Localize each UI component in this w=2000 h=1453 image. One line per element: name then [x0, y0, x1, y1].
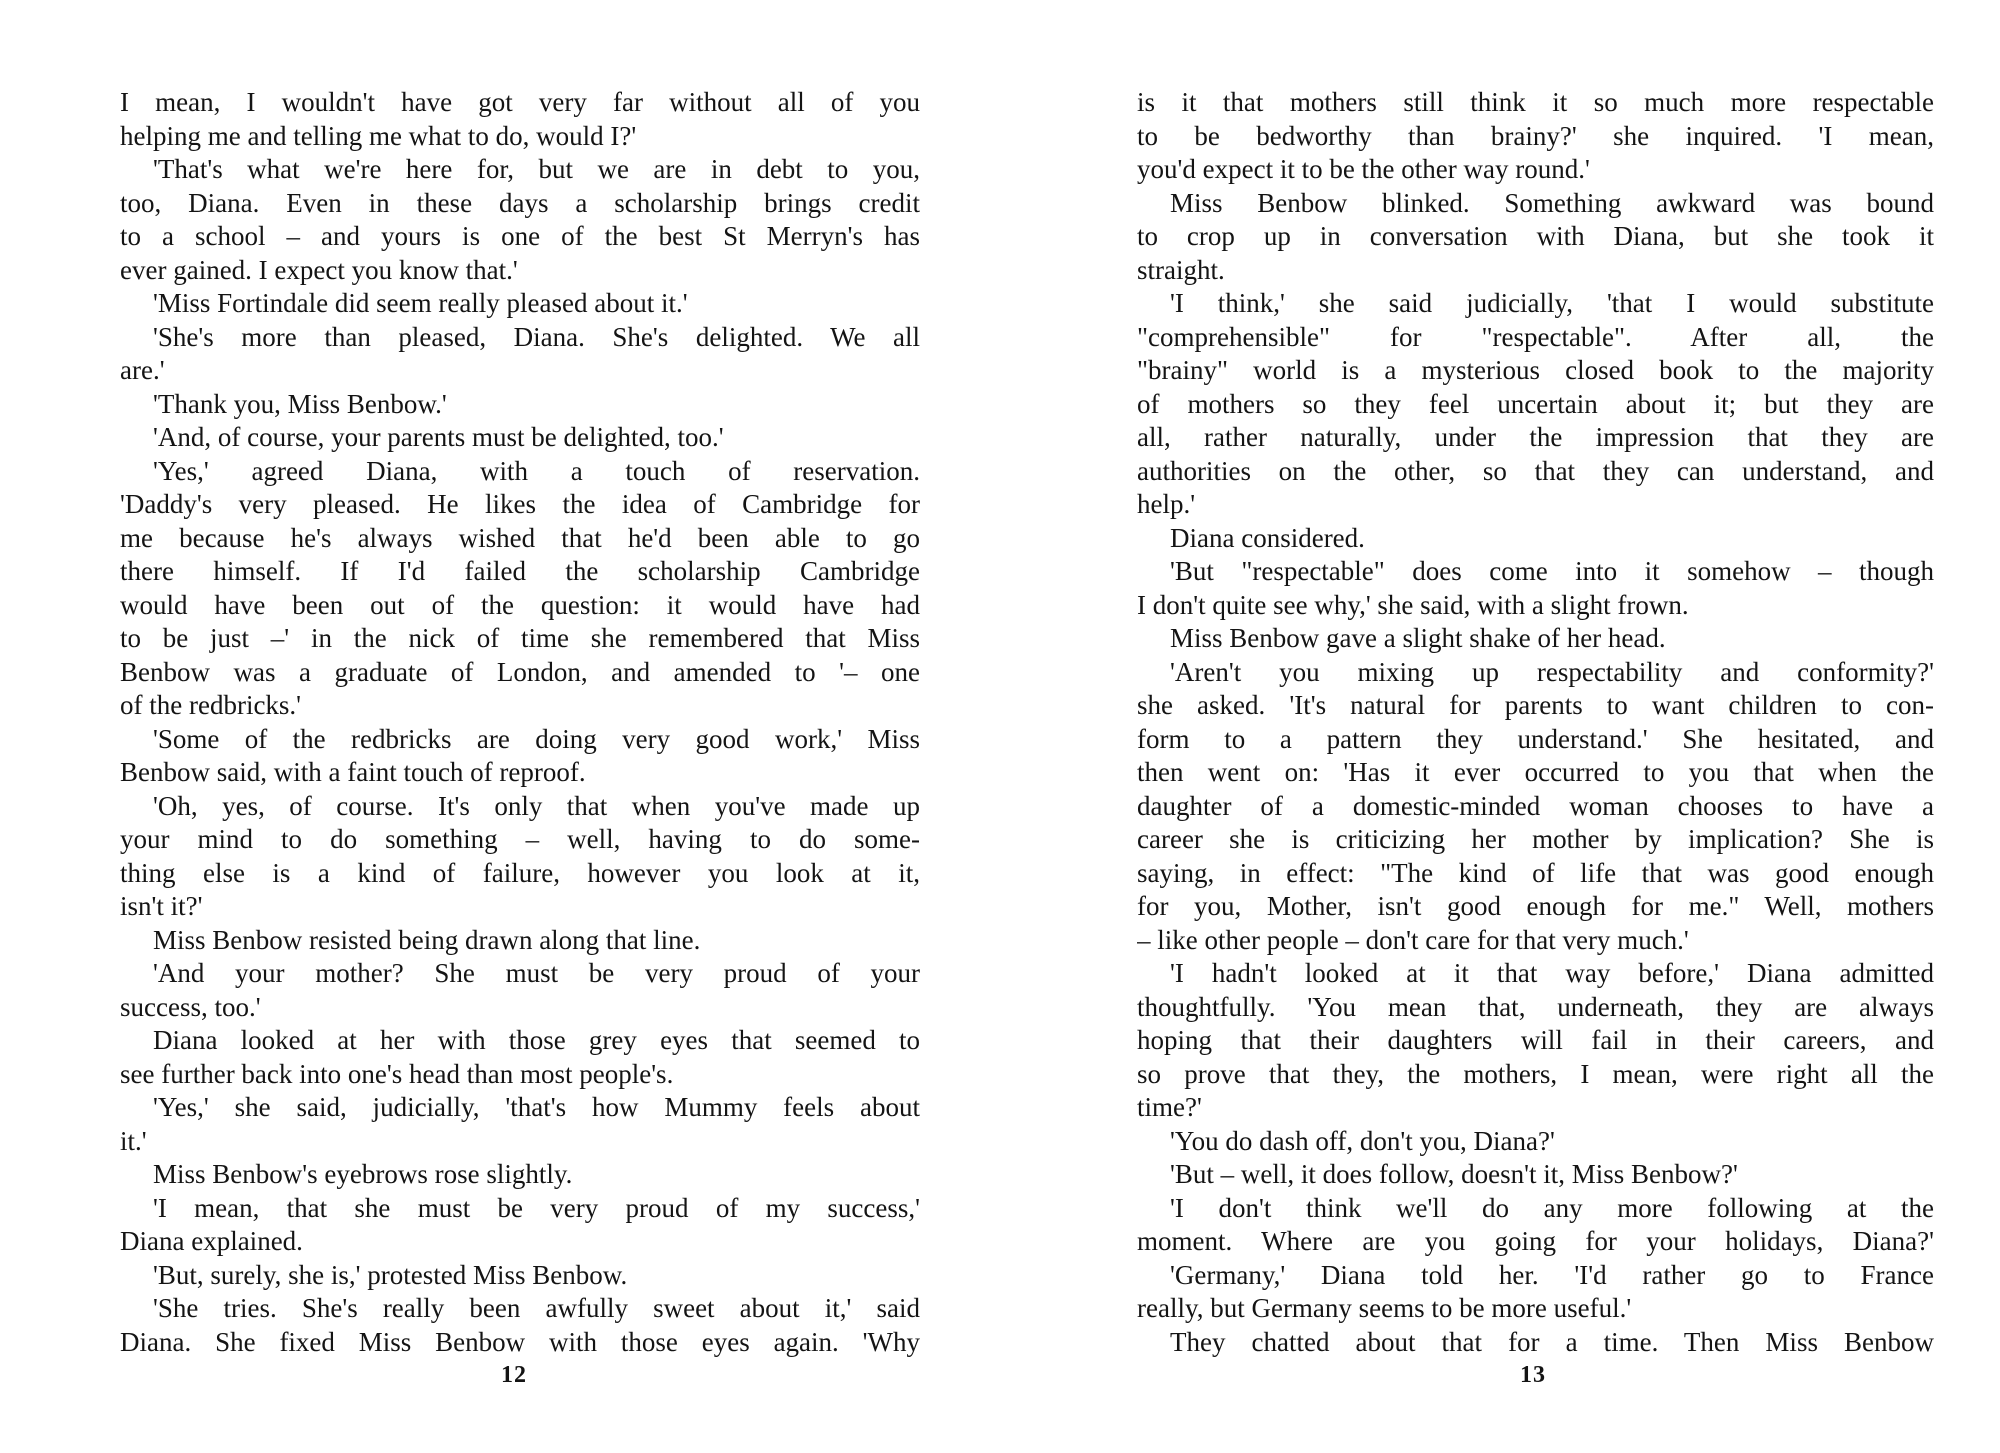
text-line: 'Yes,' she said, judicially, 'that's how Mummy feels about — [153, 1092, 920, 1122]
text-line: I don't quite see why,' she said, with a slight frown. — [1137, 589, 1689, 620]
text-line: 'Yes,' agreed Diana, with a touch of reservation. — [153, 455, 920, 486]
text-line: 'But "respectable" does come into it somehow – though — [1170, 556, 1934, 586]
text-line: 'And your mother? She must be very proud of your — [153, 958, 920, 988]
text-line: Diana considered. — [1170, 522, 1365, 553]
text-line: Diana explained. — [120, 1226, 303, 1256]
text-line: success, too.' — [120, 991, 261, 1022]
text-line: saying, in effect: "The kind of life that was good enough — [1137, 857, 1934, 888]
text-line: help.' — [1137, 489, 1196, 519]
left-page — [120, 86, 920, 1376]
text-line: so prove that they, the mothers, I mean, were right all the — [1137, 1058, 1934, 1089]
text-line: see further back into one's head than most people's. — [120, 1058, 674, 1089]
text-line: you'd expect it to be the other way round.' — [1137, 154, 1590, 184]
text-line: to crop up in conversation with Diana, but she took it — [1137, 221, 1934, 251]
text-line: me because he's always wished that he'd been able to go — [120, 522, 920, 553]
text-line: daughter of a domestic-minded woman chooses to have a — [1137, 790, 1934, 821]
text-line: time?' — [1137, 1092, 1202, 1122]
text-line: moment. Where are you going for your holidays, Diana?' — [1137, 1226, 1934, 1256]
text-line: thoughtfully. 'You mean that, underneath, they are always — [1137, 991, 1934, 1022]
text-line: is it that mothers still think it so much more respectable — [1137, 87, 1934, 117]
text-line: Diana looked at her with those grey eyes that seemed to — [153, 1025, 920, 1055]
text-line: for you, Mother, isn't good enough for me." Well, mothers — [1137, 891, 1934, 921]
text-line: isn't it?' — [120, 891, 203, 921]
text-line: "comprehensible" for "respectable". After all, the — [1137, 321, 1934, 352]
text-line: 'That's what we're here for, but we are in debt to you, — [153, 154, 920, 184]
text-line: Miss Benbow blinked. Something awkward was bound — [1170, 187, 1934, 218]
text-line: career she is criticizing her mother by implication? She is — [1137, 824, 1934, 854]
text-line: she asked. 'It's natural for parents to want children to con- — [1137, 690, 1934, 720]
text-line: 'Daddy's very pleased. He likes the idea of Cambridge for — [120, 489, 920, 519]
text-line: 'I mean, that she must be very proud of my success,' — [153, 1192, 920, 1223]
text-line: helping me and telling me what to do, would I?' — [120, 120, 637, 151]
text-line: 'She's more than pleased, Diana. She's delighted. We all — [153, 321, 920, 352]
text-line: They chatted about that for a time. Then Miss Benbow — [1170, 1326, 1934, 1357]
text-line: to a school – and yours is one of the best St Merryn's has — [120, 221, 920, 251]
text-line: ever gained. I expect you know that.' — [120, 254, 518, 285]
text-line: 'Some of the redbricks are doing very good work,' Miss — [153, 723, 920, 754]
text-line: then went on: 'Has it ever occurred to you that when the — [1137, 757, 1934, 787]
text-line: 'Germany,' Diana told her. 'I'd rather go to France — [1170, 1259, 1934, 1290]
text-line: 'I hadn't looked at it that way before,' Diana admitted — [1170, 958, 1934, 988]
text-line: 'I think,' she said judicially, 'that I would substitute — [1170, 288, 1934, 318]
text-line: Miss Benbow gave a slight shake of her head. — [1170, 623, 1666, 653]
text-line: form to a pattern they understand.' She hesitated, and — [1137, 723, 1934, 754]
text-line: 'But – well, it does follow, doesn't it, Miss Benbow?' — [1170, 1159, 1738, 1189]
text-line: hoping that their daughters will fail in their careers, and — [1137, 1025, 1934, 1055]
text-line: it.' — [120, 1125, 147, 1156]
text-line: 'But, surely, she is,' protested Miss Benbow. — [153, 1259, 628, 1290]
text-line: I mean, I wouldn't have got very far without all of you — [120, 87, 920, 117]
text-line: to be bedworthy than brainy?' she inquired. 'I mean, — [1137, 120, 1934, 151]
text-line: too, Diana. Even in these days a scholarship brings credit — [120, 187, 920, 218]
text-line: 'She tries. She's really been awfully sweet about it,' said — [153, 1293, 920, 1323]
text-line: of the redbricks.' — [120, 690, 302, 720]
text-line: 'And, of course, your parents must be delighted, too.' — [153, 422, 724, 452]
text-line: your mind to do something – well, having to do some- — [120, 824, 920, 854]
text-line: 'I don't think we'll do any more following at the — [1170, 1192, 1934, 1223]
text-line: Diana. She fixed Miss Benbow with those eyes again. 'Why — [120, 1326, 920, 1357]
text-line: Benbow was a graduate of London, and amended to '– one — [120, 656, 920, 687]
text-line: authorities on the other, so that they can understand, and — [1137, 455, 1934, 486]
text-line: Miss Benbow resisted being drawn along that line. — [153, 924, 701, 955]
text-line: 'You do dash off, don't you, Diana?' — [1170, 1125, 1555, 1156]
text-line: straight. — [1137, 254, 1225, 285]
text-line: all, rather naturally, under the impression that they are — [1137, 422, 1934, 452]
text-line: 'Thank you, Miss Benbow.' — [153, 388, 447, 419]
right-page — [1137, 86, 1934, 1376]
left-page-text — [120, 86, 920, 1376]
text-line: thing else is a kind of failure, however you look at it, — [120, 857, 920, 888]
text-line: really, but Germany seems to be more useful.' — [1137, 1293, 1632, 1323]
right-page-text — [1137, 86, 1934, 1376]
text-line: are.' — [120, 355, 165, 385]
text-line: – like other people – don't care for that very much.' — [1137, 924, 1689, 955]
right-page-number: 13 — [1520, 1362, 1546, 1388]
text-line: 'Oh, yes, of course. It's only that when you've made up — [153, 790, 920, 821]
text-line: Benbow said, with a faint touch of reproof. — [120, 757, 586, 787]
left-page-number: 12 — [501, 1362, 527, 1388]
text-line: to be just –' in the nick of time she remembered that Miss — [120, 623, 920, 653]
text-line: there himself. If I'd failed the scholarship Cambridge — [120, 556, 920, 586]
text-line: 'Aren't you mixing up respectability and conformity?' — [1170, 656, 1934, 687]
text-line: would have been out of the question: it would have had — [120, 589, 920, 620]
text-line: 'Miss Fortindale did seem really pleased about it.' — [153, 288, 688, 318]
text-line: "brainy" world is a mysterious closed book to the majority — [1137, 355, 1934, 385]
text-line: Miss Benbow's eyebrows rose slightly. — [153, 1159, 573, 1189]
text-line: of mothers so they feel uncertain about it; but they are — [1137, 388, 1934, 419]
